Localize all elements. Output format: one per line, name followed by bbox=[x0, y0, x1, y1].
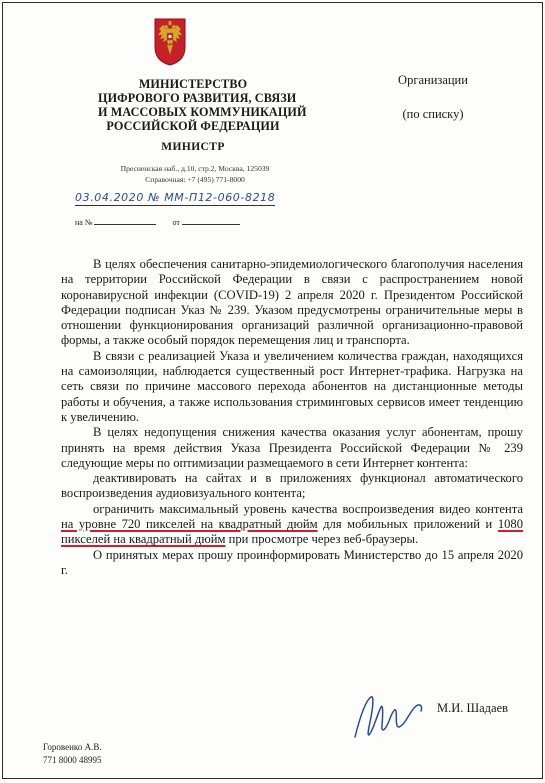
ministry-name bbox=[98, 77, 307, 133]
ministry-line: И МАССОВЫХ КОММУНИКАЦИЙ bbox=[98, 105, 307, 119]
address-line: Пресненская наб., д.10, стр.2, Москва, 125039 bbox=[120, 164, 270, 173]
handwritten-date-ref: 03.04.2020 № ММ-П12-060-8218 bbox=[75, 191, 276, 204]
paragraph: В целях обеспечения санитарно-эпидемиологического благополучия населения на территории Российской Федерации в связи с распространением новой коронавирусной инфекции (COVID-19) 2 апреля 2020 г. Президентом Российской Федерации подписан Указ № 239. Указом предусмотрены ограничительные меры в отношении функционирования организаций различной организационно-правовой формы, а также особый порядок перемещения лиц и транспорта. bbox=[61, 257, 523, 348]
recipient-line: Организации bbox=[398, 73, 468, 87]
letter-page bbox=[2, 2, 543, 779]
executor-footer bbox=[43, 741, 102, 767]
phone-line: Справочная: +7 (495) 771-8000 bbox=[145, 175, 245, 184]
russian-coat-of-arms-icon bbox=[153, 17, 187, 67]
recipient-block bbox=[378, 63, 488, 131]
executor-phone: 771 8000 48995 bbox=[43, 755, 102, 765]
text-run: при просмотре через веб-браузеры. bbox=[225, 532, 419, 547]
highlight-720: на уровне 720 пикселей на квадратный дюйм bbox=[61, 517, 318, 532]
paragraph: В связи с реализацией Указа и увеличением количества граждан, находящихся на самоизоляции, наблюдается существенный рост Интернет-трафика. Нагрузка на сеть связи по причине массового перехода абонентов на дистанционные методы работы и обучения, а также использования стриминговых сервисов имеет тенденцию к увеличению. bbox=[61, 348, 523, 424]
ref-date-blank bbox=[182, 215, 240, 225]
recipient-line: (по списку) bbox=[402, 107, 464, 121]
ref-underline bbox=[75, 205, 275, 206]
paragraph: О принятых мерах прошу проинформировать Министерство до 15 апреля 2020 г. bbox=[61, 547, 523, 577]
signature-mark bbox=[349, 691, 427, 743]
letter-body bbox=[61, 257, 523, 578]
incoming-ref-row bbox=[75, 215, 240, 227]
text-run: ограничить максимальный уровень качества воспроизведения видео контента bbox=[93, 501, 523, 516]
paragraph: деактивировать на сайтах и в приложениях функционал автоматического воспроизведения аудиовизуального контента; bbox=[61, 471, 523, 501]
executor-name: Горовенко А.В. bbox=[43, 742, 102, 752]
ministry-line: МИНИСТЕРСТВО bbox=[138, 77, 248, 91]
ref-number-blank bbox=[94, 215, 156, 225]
paragraph-video-limits bbox=[61, 502, 523, 548]
signer-name: М.И. Шадаев bbox=[437, 701, 509, 715]
minister-title: МИНИСТР bbox=[161, 141, 225, 153]
ministry-address bbox=[85, 163, 305, 185]
ministry-line: РОССИЙСКОЙ ФЕДЕРАЦИИ bbox=[106, 119, 280, 133]
paragraph: В целях недопущения снижения качества оказания услуг абонентам, прошу принять на время действия Указа Президента Российской Федерации № 239 следующие меры по оптимизации размещаемого в сети Интернет контента: bbox=[61, 425, 523, 470]
text-run: для мобильных приложений и bbox=[317, 517, 498, 532]
ref-from-label: от bbox=[172, 218, 180, 227]
highlight-1080: 1080 пикселей на квадратный дюйм bbox=[61, 517, 524, 547]
ref-number-label: на № bbox=[75, 218, 93, 227]
ministry-line: ЦИФРОВОГО РАЗВИТИЯ, СВЯЗИ bbox=[98, 91, 297, 105]
